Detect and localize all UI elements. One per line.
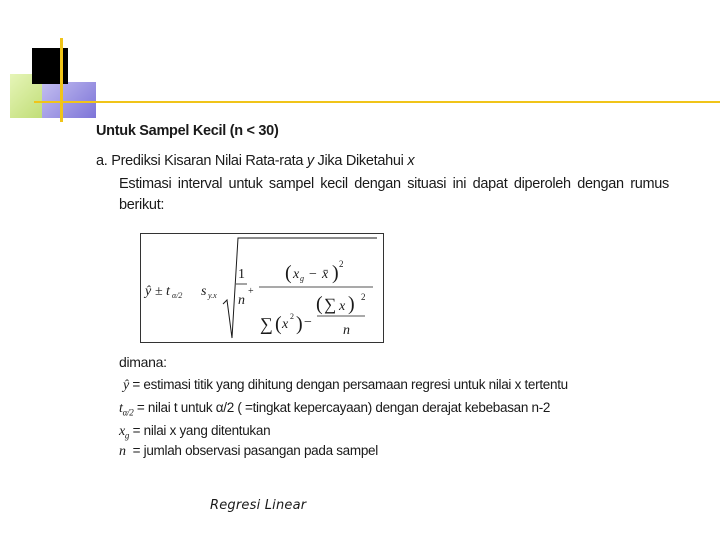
formula-x-sum: x (339, 299, 346, 314)
formula-pm: ± (155, 284, 163, 299)
definition-symbol: x (119, 424, 125, 439)
paren-close-sum: ) (348, 293, 355, 315)
definition-row-t (119, 400, 550, 418)
definition-text: = nilai t untuk α/2 ( =tingkat kepercayaan) dengan derajat kebebasan n-2 (136, 400, 551, 415)
item-a-var-x: x (407, 153, 415, 169)
formula-sq-sum: 2 (361, 292, 366, 302)
decor-vertical-line (60, 38, 63, 122)
formula-t: t (166, 284, 170, 299)
formula-minus-den: − (304, 315, 312, 330)
formula-sum-1: ∑ (260, 314, 273, 334)
decor-purple-square (42, 82, 96, 118)
definition-row-yhat (123, 377, 568, 394)
formula-xg-sub: g (300, 274, 304, 283)
item-a-var-y: y (306, 153, 314, 169)
paren-open-num: ( (285, 262, 292, 284)
formula-one: 1 (238, 267, 245, 282)
formula-n-denom: n (238, 293, 245, 308)
dimana-label: dimana: (119, 354, 167, 370)
definition-text: = jumlah observasi pasangan pada sampel (132, 443, 378, 458)
item-a-middle: Jika Diketahui (313, 153, 408, 169)
definition-text: = nilai x yang ditentukan (132, 423, 271, 438)
formula-svg (141, 234, 385, 344)
definition-subscript: g (124, 430, 130, 441)
item-a-title (96, 153, 414, 169)
footer-title: Regresi Linear (210, 498, 307, 513)
formula-sq-num: 2 (339, 259, 344, 269)
intro-paragraph: Estimasi interval untuk sampel kecil dengan situasi ini dapat diperoleh dengan rumus berikut: (119, 176, 669, 213)
definition-symbol: t (119, 401, 123, 416)
definition-row-n (119, 443, 378, 460)
formula-s: s (201, 284, 207, 299)
item-a-prefix: a. Prediksi Kisaran Nilai Rata-rata (96, 153, 307, 169)
formula-xg: x (293, 267, 300, 282)
definition-symbol: n (119, 444, 126, 459)
formula-n-sum: n (343, 323, 350, 338)
paren-open-sum: ( (316, 293, 323, 315)
formula-t-sub: α/2 (172, 291, 183, 300)
definition-symbol: ŷ (123, 378, 129, 393)
paren-close-num: ) (332, 262, 339, 284)
formula-sum-2: ∑ (324, 295, 337, 314)
definition-row-xg (119, 423, 270, 441)
formula-sq-den: 2 (290, 312, 294, 321)
formula-s-sub: y.x (208, 291, 217, 300)
paren-close-den: ) (296, 313, 303, 335)
formula-x-den: x (282, 317, 289, 332)
formula-minus-num: − (309, 267, 317, 282)
formula-yhat: ŷ (145, 284, 152, 299)
formula-plus: + (248, 286, 254, 297)
formula-box (140, 233, 384, 343)
decor-horizontal-line (34, 101, 720, 103)
definition-text: = estimasi titik yang dihitung dengan persamaan regresi untuk nilai x tertentu (132, 377, 568, 392)
definition-subscript: α/2 (122, 407, 134, 418)
paren-open-den: ( (275, 313, 282, 335)
section-heading: Untuk Sampel Kecil (n < 30) (96, 123, 279, 139)
formula-xbar-num: x̄ (322, 267, 329, 282)
